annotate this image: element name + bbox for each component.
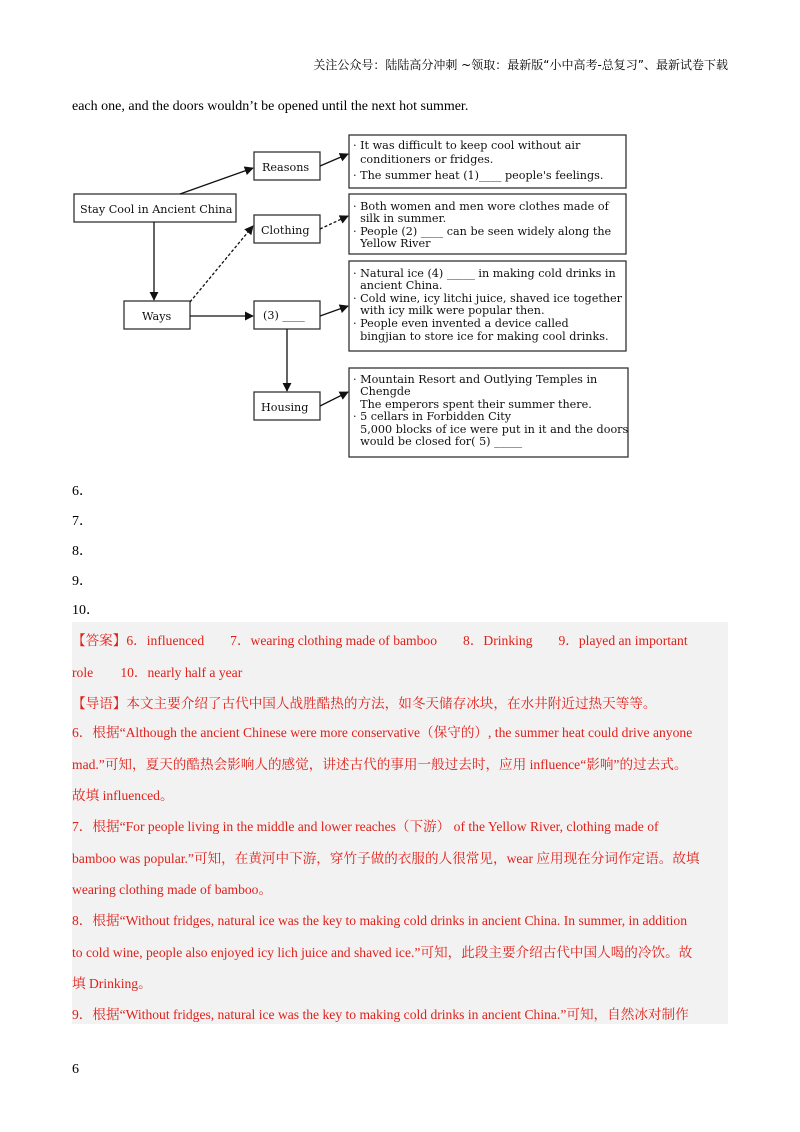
answer-line	[72, 629, 732, 649]
answer-item: 9．played an important	[558, 633, 688, 648]
explanation-line: 7．根据“For people living in the middle and lower reaches（下游） of the Yellow River, clothing made of	[72, 819, 659, 834]
answer-item: 8．Drinking	[463, 633, 533, 648]
clothing-line: Yellow River	[353, 237, 431, 250]
drinks-line: bingjian to store ice for making cool drinks.	[353, 330, 609, 343]
housing-line: 5,000 blocks of ice were put in it and the doors	[353, 423, 629, 436]
intro-line: each one, and the doors wouldn’t be opened until the next hot summer.	[72, 99, 469, 114]
answer-item: 7．wearing clothing made of bamboo	[230, 633, 438, 648]
svg-text:· Both women and men wore clot	[353, 200, 615, 250]
mind-map-diagram	[72, 130, 642, 465]
reasons-line: · It was difficult to keep cool without air	[353, 139, 581, 152]
arrow-root-reasons	[180, 168, 253, 194]
explanation-line: to cold wine, people also enjoyed icy lich juice and shaved ice.”可知，此段主要介绍古代中国人喝的冷饮。故	[72, 945, 693, 960]
clothing-line: · Both women and men wore clothes made of	[353, 200, 609, 213]
housing-line: Chengde	[353, 385, 411, 398]
explanation-line: 填 Drinking。	[72, 976, 152, 991]
arrow-clothing-box	[320, 216, 348, 229]
question-number: 7．	[72, 514, 93, 529]
arrow-housing-box	[320, 392, 348, 406]
arrow-drinks-box	[320, 306, 348, 316]
page-number: 6	[72, 1062, 79, 1077]
svg-text:· Natural ice (4) _____ in mak	[353, 267, 626, 343]
reasons-line: conditioners or fridges.	[353, 153, 494, 166]
root-label: Stay Cool in Ancient China	[80, 203, 233, 216]
answer-label: 【答案】	[72, 633, 127, 648]
drinks-line: · Cold wine, icy litchi juice, shaved ice together	[353, 292, 623, 305]
reasons-line: · The summer heat (1)____ people's feelings.	[353, 169, 604, 182]
explanation-line: bamboo was popular.”可知，在黄河中下游，穿竹子做的衣服的人很常见，wear 应用现在分词作定语。故填	[72, 851, 700, 866]
question-number: 9．	[72, 574, 93, 589]
arrow-reasons-box	[320, 154, 348, 166]
drinks-line: with icy milk were popular then.	[353, 304, 545, 317]
housing-line: · 5 cellars in Forbidden City	[353, 410, 512, 423]
drinks-line: ancient China.	[353, 279, 443, 292]
explanation-line: 故填 influenced。	[72, 788, 174, 803]
drinks-line: · People even invented a device called	[353, 317, 569, 330]
reasons-label: Reasons	[262, 161, 310, 174]
arrow-ways-clothing	[190, 226, 253, 302]
housing-line: The emperors spent their summer there.	[353, 398, 592, 411]
clothing-label: Clothing	[261, 224, 310, 237]
svg-text:· It was difficult to keep coo	[353, 139, 603, 182]
blank3-label: (3) ____	[263, 309, 305, 322]
question-number: 8．	[72, 544, 93, 559]
housing-line: would be closed for( 5) _____	[353, 435, 523, 448]
answer-line-2: role 10．nearly half a year	[72, 665, 243, 680]
explanation-line: mad.”可知，夏天的酷热会影响人的感觉，讲述古代的事用一般过去时，应用 influence“影响”的过去式。	[72, 757, 688, 772]
guide-text: 【导语】本文主要介绍了古代中国人战胜酷热的方法，如冬天储存冰块，在水井附近过热天等等。	[72, 696, 657, 711]
drinks-line: · Natural ice (4) _____ in making cold drinks in	[353, 267, 616, 280]
clothing-line: silk in summer.	[353, 212, 447, 225]
question-number: 10．	[72, 603, 100, 618]
question-number: 6．	[72, 484, 93, 499]
explanation-line: 8．根据“Without fridges, natural ice was the key to making cold drinks in ancient China. In summer, in addition	[72, 913, 688, 928]
explanation-line: 9．根据“Without fridges, natural ice was the key to making cold drinks in ancient China.”可知，自然冰对制作	[72, 1007, 689, 1022]
housing-label: Housing	[261, 401, 309, 414]
page-header: 关注公众号：陆陆高分冲刺 ~领取：最新版“小中高考-总复习”、最新试卷下载	[313, 58, 728, 72]
clothing-line: · People (2) ____ can be seen widely along the	[353, 225, 612, 238]
housing-line: · Mountain Resort and Outlying Temples in	[353, 373, 598, 386]
ways-label: Ways	[142, 310, 172, 323]
answer-item: 6．influenced	[126, 633, 205, 648]
explanation-line: 6．根据“Although the ancient Chinese were more conservative（保守的）, the summer heat could drive anyone	[72, 725, 693, 740]
explanation-line: wearing clothing made of bamboo。	[72, 882, 273, 897]
svg-text:· Mountain Resort and Outlying	[353, 373, 632, 448]
